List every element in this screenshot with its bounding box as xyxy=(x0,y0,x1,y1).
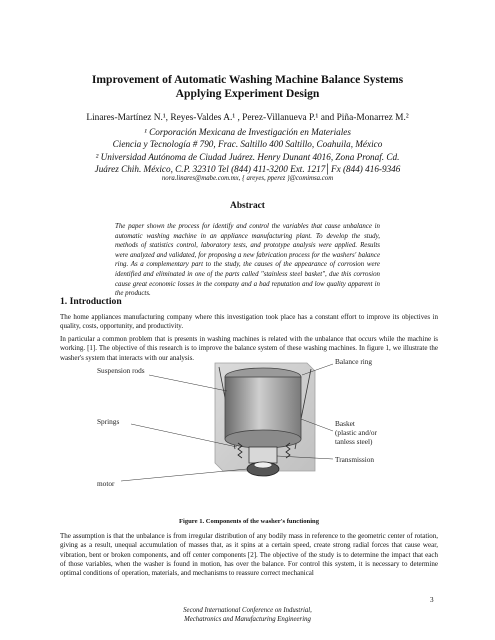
affiliation-1 xyxy=(80,126,415,150)
label-motor: motor xyxy=(97,479,115,488)
affiliation-1-line-2: Ciencia y Tecnología # 790, Frac. Saltillo 400 Saltillo, Coahuila, México xyxy=(112,139,383,149)
affiliation-2-line-2: Juárez Chih. México, C.P. 32310 Tel (844) 411-3200 Ext. 1217│Fx (844) 416-9346 xyxy=(94,164,401,174)
transmission-block xyxy=(249,447,277,463)
abstract-text: The paper shown the process for identify and control the variables that cause unbalance in automatic washing machine in an appliance manufacturing plant. To develop the study, methods of statistics control, laboratory tests, and prototype analysis were applied. Results were analyzed and validated, for proposing a new fabrication process for the washers' balance ring. As a complementary part to the study, the causes of the appearance of corrosion were identified and eliminated in one of the parts called "stainless steel basket", due this corrosion cause great economic losses in the company and a bad reputation and low quality apparent in the products. xyxy=(115,223,380,298)
contact-emails: nora.linares@mabe.com.mx, { areyes, pperez }@comimsa.com xyxy=(161,175,334,182)
figure-caption: Figure 1. Components of the washer's functioning xyxy=(178,518,319,525)
abstract-heading: Abstract xyxy=(230,201,265,211)
label-basket xyxy=(335,419,377,446)
basket-bottom xyxy=(225,430,301,448)
author-list: Linares-Martínez N.¹, Reyes-Valdes A.¹ , Perez-Villanueva P.¹ and Piña-Monarrez M.² xyxy=(86,113,409,123)
footer-line-1: Second International Conference on Industrial, xyxy=(183,607,312,614)
page-number: 3 xyxy=(430,596,434,604)
footer-line-2: Mechatronics and Manufacturing Engineering xyxy=(184,616,311,623)
title-line-2: Applying Experiment Design xyxy=(175,87,320,100)
intro-paragraph-1: The home appliances manufacturing company where this investigation took place has a constant effort to improve its objectives in quality, costs, opportunity, and productivity. xyxy=(60,313,438,331)
affiliation-1-line-1: ¹ Corporación Mexicana de Investigación en Materiales xyxy=(144,127,351,137)
label-balance-ring: Balance ring xyxy=(335,357,373,366)
label-springs: Springs xyxy=(97,417,120,426)
title-line-1: Improvement of Automatic Washing Machine Balance Systems xyxy=(91,73,404,86)
body-paragraph-3: The assumption is that the unbalance is from irregular distribution of any bodily mass in reference to the geometric center of rotation, giving as a result, unequal accumulation of masses that, as it spins at a certain speed, create strong radial forces that cause wear, vibration, bent or broken components, and off center components [2]. The objective of the study is to determine the impact that each of those variables, when the washer is found in motion, has over the balance. For control this system, it is necessary to determine optimal conditions of operation, materials, and mechanisms to reassure correct mechanical xyxy=(60,532,438,578)
intro-paragraph-2: In particular a common problem that is presents in washing machines is related with the unbalance that occurs while the machine is working. [1]. The objective of this research is to improve the balance system of these washing machines. In figure 1, we illustrate the washer's system that interacts with our analysis. xyxy=(60,335,438,362)
label-transmission: Transmission xyxy=(335,455,375,464)
conference-footer xyxy=(120,606,375,624)
affiliation-2 xyxy=(60,151,435,175)
paper-title xyxy=(60,73,435,101)
label-suspension-rods: Suspension rods xyxy=(97,366,145,375)
affiliation-2-line-1: ² Universidad Autónoma de Ciudad Juárez. Henry Dunant 4016, Zona Pronaf. Cd. xyxy=(95,152,400,162)
label-basket-line-2: (plastic and/or xyxy=(335,428,377,437)
label-basket-line-3: tanless steel) xyxy=(335,437,373,446)
label-basket-line-1: Basket xyxy=(335,419,355,428)
washer-figure xyxy=(97,357,397,491)
section-heading-introduction: 1. Introduction xyxy=(60,296,122,307)
